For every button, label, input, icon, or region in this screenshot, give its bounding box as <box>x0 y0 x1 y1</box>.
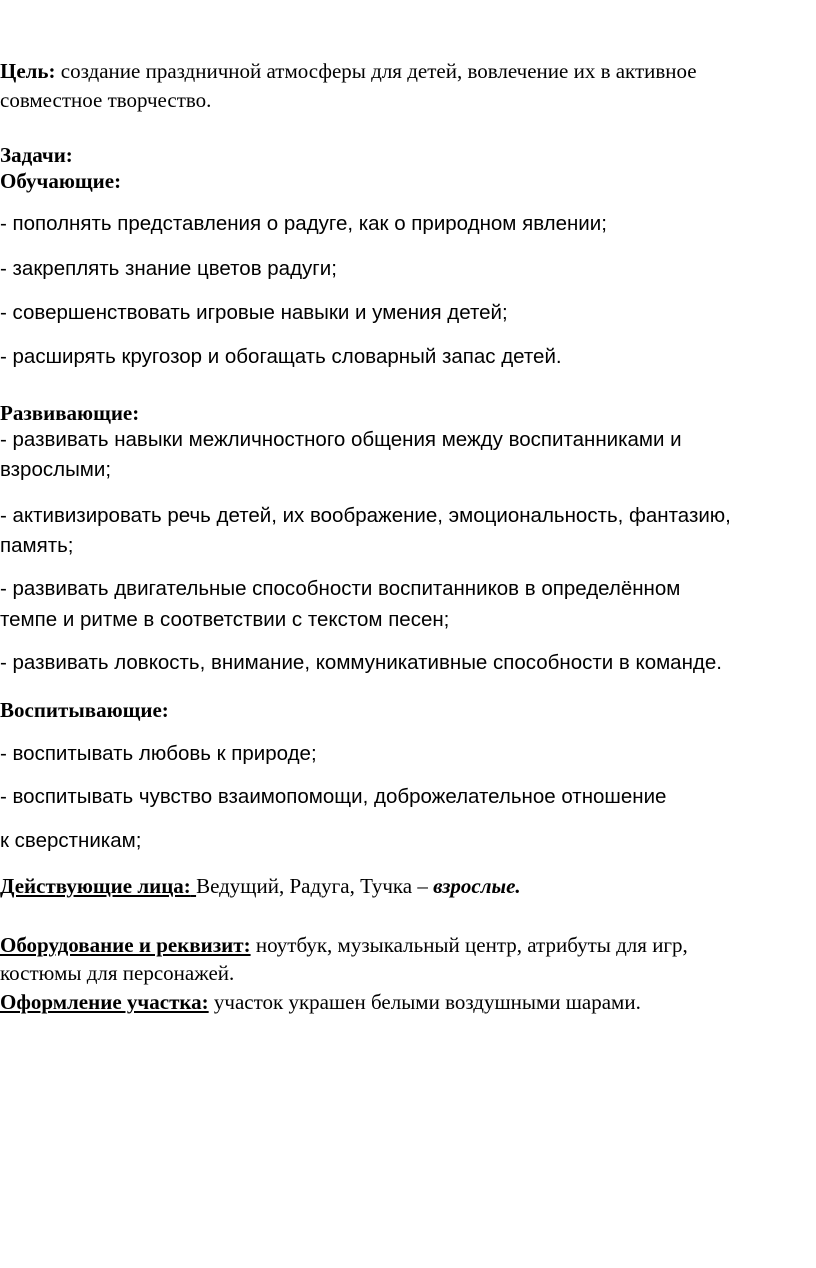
equipment-line-2 <box>0 960 234 986</box>
characters-label: Действующие лица: <box>0 874 191 898</box>
goal-text-2: совместное творчество. <box>0 88 212 112</box>
equipment-text-2: костюмы для персонажей. <box>0 961 235 985</box>
equipment-text-1: ноутбук, музыкальный центр, атрибуты для игр, <box>250 933 688 957</box>
developing-heading: Развивающие: <box>0 401 140 425</box>
equipment-line-1 <box>0 932 688 958</box>
developing-item-line: память; <box>0 534 74 557</box>
developing-item-line: - развивать ловкость, внимание, коммуникативные способности в команде. <box>0 651 722 674</box>
goal-label: Цель: <box>0 59 56 83</box>
goal-line-2 <box>0 87 211 113</box>
developing-item-line: темпе и ритме в соответствии с текстом песен; <box>0 608 450 631</box>
upbringing-item: - воспитывать любовь к природе; <box>0 742 317 765</box>
developing-item-line: - развивать двигательные способности воспитанников в определённом <box>0 577 681 600</box>
goal-line-1 <box>0 58 697 84</box>
teaching-heading: Обучающие: <box>0 169 122 193</box>
developing-item-line: взрослыми; <box>0 458 112 481</box>
developing-item-line: - активизировать речь детей, их воображение, эмоциональность, фантазию, <box>0 504 731 527</box>
tasks-heading: Задачи: <box>0 143 73 167</box>
goal-text-1: создание праздничной атмосферы для детей, вовлечение их в активное <box>55 59 697 83</box>
upbringing-item: - воспитывать чувство взаимопомощи, доброжелательное отношение <box>0 785 667 808</box>
upbringing-item: к сверстникам; <box>0 829 142 852</box>
decoration-label: Оформление участка: <box>0 990 209 1014</box>
teaching-item: - закреплять знание цветов радуги; <box>0 257 337 280</box>
upbringing-heading: Воспитывающие: <box>0 698 169 722</box>
decoration-text: участок украшен белыми воздушными шарами. <box>208 990 641 1014</box>
teaching-item: - пополнять представления о радуге, как о природном явлении; <box>0 212 607 235</box>
teaching-item: - совершенствовать игровые навыки и умения детей; <box>0 301 508 324</box>
teaching-item: - расширять кругозор и обогащать словарный запас детей. <box>0 345 562 368</box>
developing-item-line: - развивать навыки межличностного общения между воспитанниками и <box>0 428 682 451</box>
characters-text: Ведущий, Радуга, Тучка – <box>196 874 434 898</box>
characters-emphasis: взрослые. <box>433 874 521 898</box>
decoration-line <box>0 989 641 1015</box>
equipment-label: Оборудование и реквизит: <box>0 933 251 957</box>
characters-line <box>0 873 521 899</box>
